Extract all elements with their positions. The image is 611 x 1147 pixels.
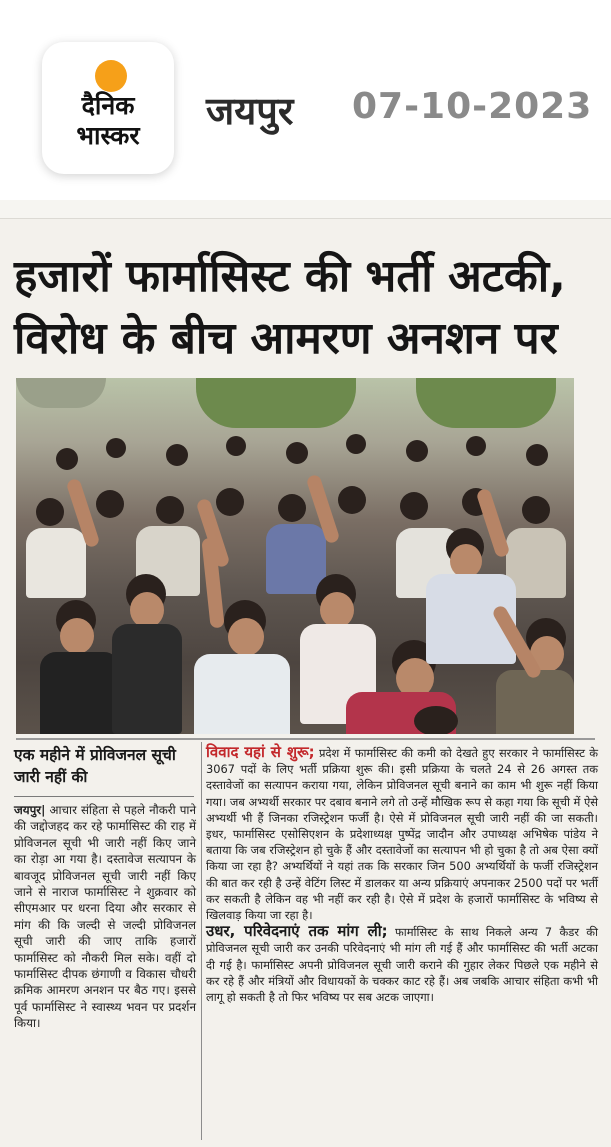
side-story-body [14, 802, 196, 1032]
paragraph-1: प्रदेश में फार्मासिस्ट की कमी को देखते हुए सरकार ने फार्मासिस्ट के 3067 पदों के लिए भर्ती प्रक्रिया शुरू की। इसी प्रक्रिया के चलते 24 से 26 अगस्त तक दस्तावेजों का सत्यापन कराया गया, लेकिन प्रोविजनल सूची बनाने का काम भी शुरू नहीं किया गया। जब अभ्यर्थी सरकार पर दबाव बनाने लगे तो उन्हें मौखिक रूप से कहा गया कि सूची में ऐसे अभ्यर्थी भी हैं जिनका रजिस्ट्रेशन फर्जी है। ऐसे में प्रोविजनल सूची जारी नहीं की जा सकती। इधर, फार्मासिस्ट एसोसिएशन के प्रदेशाध्यक्ष पुष्पेंद्र जादौन और उपाध्यक्ष अभिषेक पांडेय ने बताया कि जब रजिस्ट्रेशन हो चुके हैं और दस्तावेजों का सत्यापन भी हो चुका है तो अब ऐसा क्यों किया जा रहा है? अभ्यर्थियों ने यहां तक कि सरकार जिन 500 अभ्यर्थियों के फर्जी रजिस्ट्रेशन की बात कर रही है उन्हें वेटिंग लिस्ट में डालकर या अन्य प्रक्रियाएं अपनाकर 2500 पदों पर भर्ती कर सकती है लेकिन वह भी नहीं कर रही है। ऐसे में प्रदेश के हजारों फार्मासिस्ट के भविष्य से खिलवाड़ किया जा रहा है। [206, 746, 598, 923]
edition-city: जयपुर [206, 89, 294, 133]
sun-icon [95, 60, 127, 92]
side-story-text: आचार संहिता से पहले नौकरी पाने की जद्दोजहद कर रहे फार्मासिस्ट की राह में प्रोविजनल सूची भी जारी नहीं किए जाने का रोड़ा आ गया है। दस्तावेज सत्यापन के बावजूद प्रोविजनल सूची जारी नहीं किए जाने से नाराज फार्मासिस्ट ने शुक्रवार को सीएमआर पर धरना दिया और सरकार से मांग की कि जल्दी से जल्दी प्रोविजनल सूची जारी की जाए ताकि हजारों फार्मासिस्ट को नौकरी मिल सके। वहीं दो फार्मासिस्ट दीपक छंगाणी व विकास चौधरी क्रमिक आमरण अनशन पर बैठ गए। इससे पूर्व फार्मासिस्ट ने स्वास्थ्य भवन पर प्रदर्शन किया। [14, 803, 196, 1031]
side-title-underline [14, 796, 194, 797]
column-divider [201, 742, 202, 1140]
side-story-title: एक महीने में प्रोविजनल सूची जारी नहीं की [14, 746, 176, 786]
dainik-bhaskar-logo [42, 42, 174, 174]
logo-text-line1: दैनिक [81, 91, 135, 120]
logo-text-line2: भास्कर [76, 121, 140, 150]
edition-date: 07-10-2023 [352, 86, 593, 127]
headline-line-1: हजारों फार्मासिस्ट की भर्ती अटकी, [14, 251, 566, 302]
clipping-header [0, 0, 611, 200]
paragraph-2: फार्मासिस्ट के साथ निकले अन्य 7 कैडर की प्रोविजनल सूची जारी कर उनकी परिवेदनाएं भी मांग ली गई हैं और फार्मासिस्ट की भर्ती अटका दी गई है। फार्मासिस्ट अपनी प्रोविजनल सूची जारी कराने की गुहार लेकर पिछले एक महीने से कर रहे हैं और मंत्रियों और विधायकों के चक्कर काट रहे हैं। अब जबकि आचार संहिता कभी भी लागू हो सकती है तो फिर भविष्य पर सब अटक जाएगा। [206, 925, 598, 1005]
dateline: जयपुर| [14, 803, 46, 817]
kicker-dispute-start: विवाद यहां से शुरू; [206, 743, 315, 761]
kicker-demands: उधर, परिवेदनाएं तक मांग ली; [206, 922, 388, 941]
main-story-body [206, 744, 598, 1005]
headline-line-2: विरोध के बीच आमरण अनशन पर [14, 313, 558, 364]
protest-photo [16, 378, 574, 734]
section-divider [16, 738, 595, 740]
